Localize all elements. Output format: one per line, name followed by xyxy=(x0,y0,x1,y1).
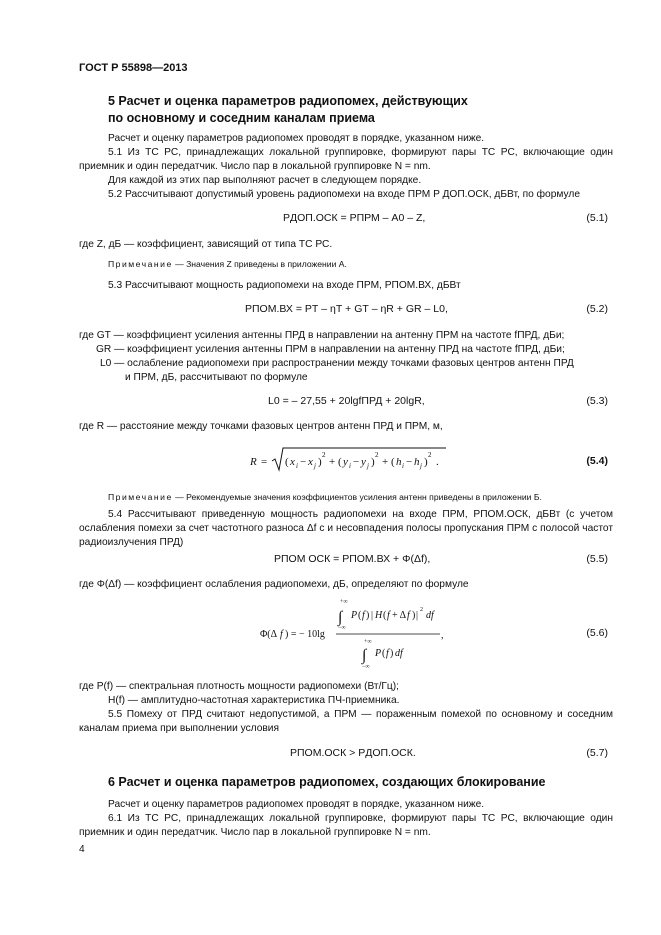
svg-text:) = − 10lg: ) = − 10lg xyxy=(285,629,325,640)
svg-text:(: ( xyxy=(358,610,362,621)
svg-text:y: y xyxy=(343,456,348,468)
equation-5-7: PПОМ.ОСК > PДОП.ОСК. xyxy=(290,747,416,759)
section-6-intro: Расчет и оценку параметров радиопомех проводят в порядке, указанном ниже. xyxy=(108,799,485,810)
equation-5-6 xyxy=(258,596,448,677)
paragraph-5-4: 5.4 Рассчитывают приведенную мощность радиопомехи на входе ПРМ, PПОМ.ОСК, дБВт (с учетом ослабления помехи за счет частотного разноса Δf с и несовпадения полосы пропускания ПРМ с полосой частот радиоизлучения ПРД) xyxy=(79,509,613,548)
paragraph-5-2: 5.2 Рассчитывают допустимый уровень радиопомехи на входе ПРМ P ДОП.ОСК, дБВт, по формуле xyxy=(108,189,580,200)
svg-text:i: i xyxy=(349,462,351,470)
svg-text:h: h xyxy=(414,456,420,468)
equation-5-4-formula xyxy=(250,445,450,475)
note-1-label: Примечание xyxy=(108,259,173,269)
svg-text:i: i xyxy=(296,462,298,470)
svg-text:(: ( xyxy=(285,456,289,468)
svg-text:.: . xyxy=(436,456,439,468)
note-1-text: — Значения Z приведены в приложении А. xyxy=(172,259,347,269)
definition-gr: GR — коэффициент усиления антенны ПРМ в направлении на антенну ПРД на частоте fПРД, дБи; xyxy=(96,344,565,355)
paragraph-5-1b: Для каждой из этих пар выполняют расчет в следующем порядке. xyxy=(108,175,422,186)
svg-text:df: df xyxy=(426,610,434,621)
paragraph-5-3: 5.3 Рассчитывают мощность радиопомехи на входе ПРМ, PПОМ.ВХ, дБВт xyxy=(108,280,461,291)
definition-r: где R — расстояние между точками фазовых центров антенн ПРД и ПРМ, м, xyxy=(79,421,443,432)
paragraph-6-1: 6.1 Из ТС РС, принадлежащих локальной группировке, формируют пары ТС РС, включающие один приемник и один передатчик. Число пар в локальной группировке N = nm. xyxy=(79,813,613,838)
paragraph-5-1: 5.1 Из ТС РС, принадлежащих локальной группировке, формируют пары ТС РС, включающие один приемник и один передатчик. Число пар в локальной группировке N = nm. xyxy=(79,147,613,172)
definition-gt: где GТ — коэффициент усиления антенны ПРД в направлении на антенну ПРМ на частоте fПРД, дБи; xyxy=(79,330,565,341)
equation-5-2-number: (5.2) xyxy=(586,303,608,315)
svg-text:−: − xyxy=(300,456,307,468)
equation-5-1-number: (5.1) xyxy=(586,212,608,224)
note-2-label: Примечание xyxy=(108,492,173,502)
svg-text:+ Δ: + Δ xyxy=(392,610,407,621)
section-5-title-line2: по основному и соседним каналам приема xyxy=(108,111,375,125)
svg-text:−: − xyxy=(406,456,413,468)
svg-text:R: R xyxy=(250,456,257,468)
svg-text:−∞: −∞ xyxy=(362,664,370,670)
svg-text:j: j xyxy=(420,462,422,470)
note-2-text: — Рекомендуемые значения коэффициентов усиления антенн приведены в приложении Б. xyxy=(172,492,542,502)
definition-hf: H(f) — амплитудно-частотная характеристика ПЧ-приемника. xyxy=(108,695,400,706)
equation-5-6-formula xyxy=(258,596,448,672)
paragraph-5-5: 5.5 Помеху от ПРД считают недопустимой, а ПРМ — пораженным помехой по основному и соседним каналам приема при выполнении условия xyxy=(79,709,613,734)
svg-text:): ) xyxy=(318,456,322,468)
svg-text:): ) xyxy=(424,456,428,468)
svg-text:df: df xyxy=(395,648,403,659)
svg-text:): ) xyxy=(412,610,416,621)
document-header: ГОСТ Р 55898—2013 xyxy=(79,62,188,74)
svg-text:=: = xyxy=(261,456,268,468)
svg-text:f: f xyxy=(362,610,365,621)
definition-phi: где Φ(Δf) — коэффициент ослабления радиопомехи, дБ, определяют по формуле xyxy=(79,579,469,590)
svg-text:f: f xyxy=(387,610,390,621)
equation-5-6-number: (5.6) xyxy=(586,627,608,639)
svg-text:+: + xyxy=(329,456,336,468)
svg-text:P: P xyxy=(375,648,382,659)
svg-text:f: f xyxy=(386,648,389,659)
svg-text:|: | xyxy=(416,610,419,621)
svg-text:f: f xyxy=(407,610,410,621)
equation-5-1: PДОП.ОСК = PПРМ – A0 – Z, xyxy=(283,212,426,224)
svg-text:(: ( xyxy=(391,456,395,468)
equation-5-3-number: (5.3) xyxy=(586,395,608,407)
svg-text:i: i xyxy=(402,462,404,470)
equation-5-7-number: (5.7) xyxy=(586,747,608,759)
svg-text:H: H xyxy=(375,610,383,621)
svg-text:): ) xyxy=(366,610,370,621)
svg-text:x: x xyxy=(308,456,313,468)
equation-5-2: PПОМ.ВХ = PТ – ηТ + GТ – ηR + GR – L0, xyxy=(245,303,448,315)
svg-text:j: j xyxy=(367,462,369,470)
svg-text:P: P xyxy=(351,610,358,621)
equation-5-4-number: (5.4) xyxy=(586,455,608,467)
svg-text:2: 2 xyxy=(375,451,379,459)
svg-text:): ) xyxy=(390,648,394,659)
svg-text:2: 2 xyxy=(428,451,432,459)
section-6-title: 6 Расчет и оценка параметров радиопомех, создающих блокирование xyxy=(108,775,546,789)
svg-text:h: h xyxy=(396,456,402,468)
svg-text:Φ(Δ: Φ(Δ xyxy=(260,629,278,640)
svg-text:+: + xyxy=(382,456,389,468)
svg-text:f: f xyxy=(280,629,283,640)
svg-text:2: 2 xyxy=(420,607,423,613)
svg-text:(: ( xyxy=(382,648,386,659)
definition-l0-line2: и ПРМ, дБ, рассчитывают по формуле xyxy=(125,372,308,383)
equation-5-4 xyxy=(250,445,450,480)
definition-z: где Z, дБ — коэффициент, зависящий от типа ТС РС. xyxy=(79,239,333,250)
svg-text:−∞: −∞ xyxy=(338,625,346,631)
page-number: 4 xyxy=(79,844,85,855)
section-5-intro: Расчет и оценку параметров радиопомех проводят в порядке, указанном ниже. xyxy=(108,133,485,144)
svg-text:y: y xyxy=(361,456,366,468)
section-5-title-line1: 5 Расчет и оценка параметров радиопомех, действующих xyxy=(108,94,468,108)
svg-text:|: | xyxy=(371,610,374,621)
svg-text:∫: ∫ xyxy=(338,609,343,626)
svg-text:): ) xyxy=(371,456,375,468)
svg-text:+∞: +∞ xyxy=(364,639,372,645)
svg-text:2: 2 xyxy=(322,451,326,459)
equation-5-5: PПОМ ОСК = PПОМ.ВХ + Φ(Δf), xyxy=(274,553,431,565)
svg-text:j: j xyxy=(314,462,316,470)
svg-text:+∞: +∞ xyxy=(340,599,348,605)
svg-text:x: x xyxy=(290,456,295,468)
svg-text:(: ( xyxy=(383,610,387,621)
definition-l0-line1: L0 — ослабление радиопомехи при распространении между точками фазовых центров антенн ПРД xyxy=(100,358,574,369)
svg-text:(: ( xyxy=(338,456,342,468)
equation-5-3: L0 = – 27,55 + 20lgfПРД + 20lgR, xyxy=(268,395,425,407)
definition-pf: где P(f) — спектральная плотность мощности радиопомехи (Вт/Гц); xyxy=(79,681,399,692)
equation-5-5-number: (5.5) xyxy=(586,553,608,565)
svg-text:,: , xyxy=(441,630,444,641)
svg-text:−: − xyxy=(353,456,360,468)
svg-text:∫: ∫ xyxy=(362,647,367,664)
